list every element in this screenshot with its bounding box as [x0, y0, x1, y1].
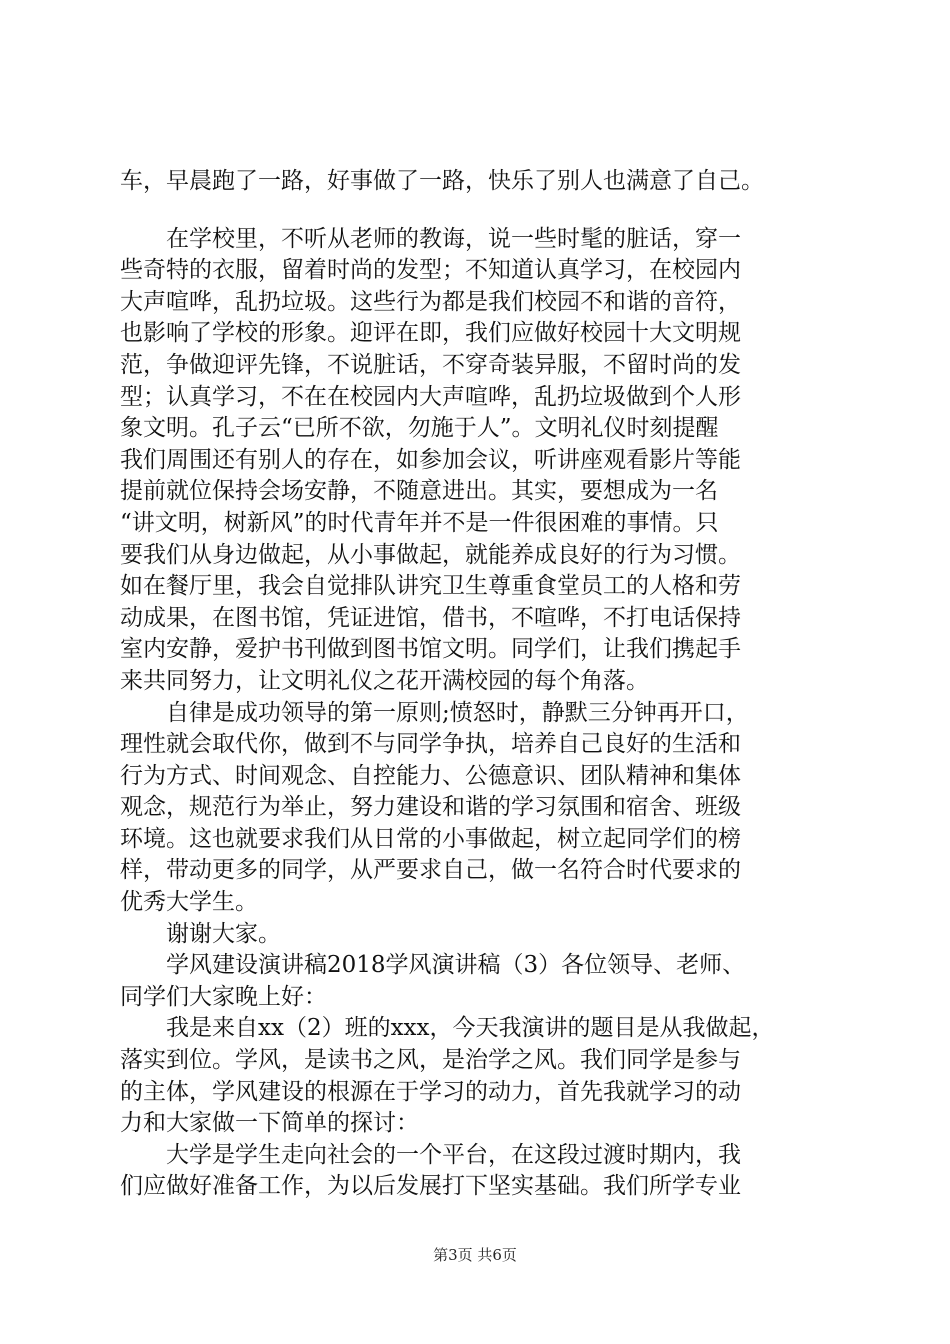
paragraph: [120, 919, 840, 951]
text-line: 环境。这也就要求我们从日常的小事做起，树立起同学们的榜: [120, 825, 741, 852]
text-line: 力和大家做一下简单的探讨：: [120, 1110, 419, 1137]
paragraph: [120, 1140, 840, 1203]
text-line: 行为方式、时间观念、自控能力、公德意识、团队精神和集体: [120, 762, 741, 789]
text-line: 大学是学生走向社会的一个平台，在这段过渡时期内，我: [120, 1141, 741, 1168]
text-line: 优秀大学生。: [120, 889, 258, 916]
text-line: 如在餐厅里，我会自觉排队讲究卫生尊重食堂员工的人格和劳: [120, 573, 741, 600]
text-line: 提前就位保持会场安静，不随意进出。其实，要想成为一名: [120, 478, 718, 505]
text-line: 来共同努力，让文明礼仪之花开满校园的每个角落。: [120, 667, 649, 694]
text-line: 落实到位。学风，是读书之风，是治学之风。我们同学是参与: [120, 1047, 741, 1074]
text-line: 学风建设演讲稿2018学风演讲稿（3）各位领导、老师、: [120, 952, 746, 979]
text-line: 我们周围还有别人的存在，如参加会议，听讲座观看影片等能: [120, 446, 741, 473]
paragraph: [120, 698, 840, 919]
document-body: [120, 166, 840, 1203]
text-line: 自律是成功领导的第一原则;愤怒时，静默三分钟再开口，: [120, 699, 749, 726]
text-line: 象文明。孔子云“已所不欲，勿施于人”。文明礼仪时刻提醒: [120, 415, 719, 442]
text-line: 些奇特的衣服，留着时尚的发型；不知道认真学习，在校园内: [120, 257, 741, 284]
text-line: 在学校里，不听从老师的教诲，说一些时髦的脏话，穿一: [120, 225, 741, 252]
text-line: 也影响了学校的形象。迎评在即，我们应做好校园十大文明规: [120, 320, 741, 347]
text-line: 同学们大家晚上好：: [120, 983, 327, 1010]
paragraph: [120, 950, 840, 1013]
text-line: 范，争做迎评先锋，不说脏话，不穿奇装异服，不留时尚的发: [120, 351, 741, 378]
text-line: “讲文明，树新风”的时代青年并不是一件很困难的事情。只: [120, 509, 719, 536]
text-line: 的主体，学风建设的根源在于学习的动力，首先我就学习的动: [120, 1078, 741, 1105]
paragraph: [120, 1013, 840, 1139]
text-line: 我是来自xx（2）班的xxx，今天我演讲的题目是从我做起，: [120, 1015, 775, 1042]
text-line: 大声喧哗，乱扔垃圾。这些行为都是我们校园不和谐的音符，: [120, 288, 741, 315]
text-line: 们应做好准备工作，为以后发展打下坚实基础。我们所学专业: [120, 1173, 741, 1200]
page-footer: [0, 1244, 950, 1265]
text-line: 样，带动更多的同学，从严要求自己，做一名符合时代要求的: [120, 857, 741, 884]
paragraph-spacer: [120, 198, 840, 224]
text-line: 型；认真学习，不在在校园内大声喧哗，乱扔垃圾做到个人形: [120, 383, 741, 410]
text-line: 室内安静，爱护书刊做到图书馆文明。同学们，让我们携起手: [120, 636, 741, 663]
paragraph: [120, 166, 840, 198]
paragraph: [120, 224, 840, 698]
text-line: 动成果，在图书馆，凭证进馆，借书，不喧哗，不打电话保持: [120, 604, 741, 631]
text-line: 理性就会取代你，做到不与同学争执，培养自己良好的生活和: [120, 731, 741, 758]
page-number-label: 第3页 共6页: [433, 1246, 517, 1264]
text-line: 谢谢大家。: [120, 920, 281, 947]
text-line: 观念，规范行为举止，努力建设和谐的学习氛围和宿舍、班级: [120, 794, 741, 821]
text-line: 要我们从身边做起，从小事做起，就能养成良好的行为习惯。: [120, 541, 741, 568]
text-line: 车，早晨跑了一路，好事做了一路，快乐了别人也满意了自己。: [120, 168, 764, 194]
